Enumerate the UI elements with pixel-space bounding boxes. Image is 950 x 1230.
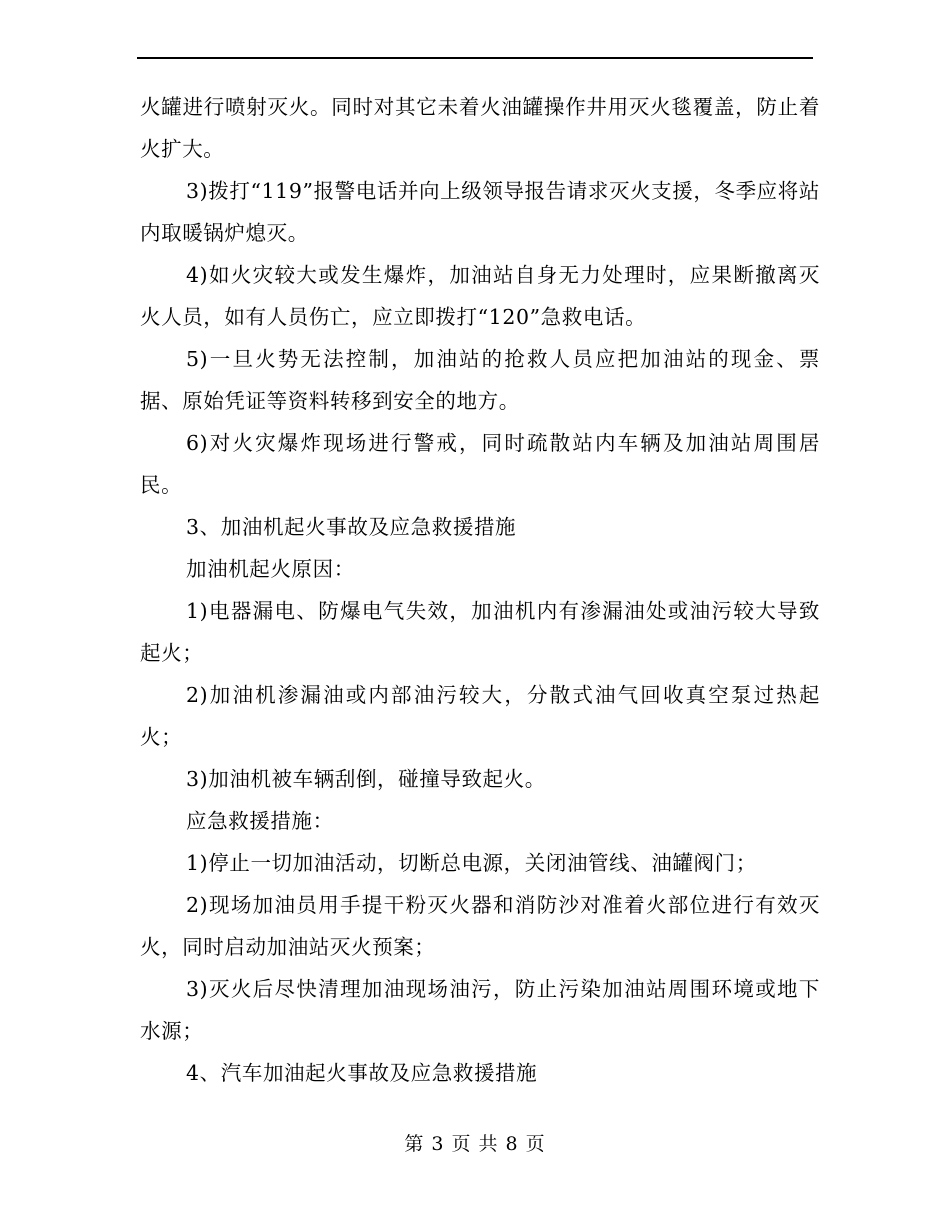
paragraph: 3)灭火后尽快清理加油现场油污，防止污染加油站周围环境或地下水源；	[140, 977, 820, 1043]
paragraph: 3)加油机被车辆刮倒，碰撞导致起火。	[186, 767, 546, 791]
header-rule	[137, 57, 813, 59]
subheading: 加油机起火原因：	[186, 557, 355, 581]
paragraph: 2)加油机渗漏油或内部油污较大，分散式油气回收真空泵过热起火；	[140, 683, 820, 749]
paragraph: 2)现场加油员用手提干粉灭火器和消防沙对准着火部位进行有效灭火，同时启动加油站灭火预案；	[140, 893, 820, 959]
subheading: 应急救援措施：	[186, 809, 334, 833]
section-heading: 4、汽车加油起火事故及应急救援措施	[186, 1061, 538, 1085]
paragraph: 1)停止一切加油活动，切断总电源，关闭油管线、油罐阀门；	[186, 851, 757, 875]
page-number: 第 3 页 共 8 页	[404, 1133, 546, 1155]
paragraph: 4)如火灾较大或发生爆炸，加油站自身无力处理时，应果断撤离灭火人员，如有人员伤亡，应立即拨打“120”急救电话。	[140, 263, 820, 329]
paragraph: 3)拨打“119”报警电话并向上级领导报告请求灭火支援，冬季应将站内取暖锅炉熄灭。	[140, 179, 820, 245]
paragraph: 6)对火灾爆炸现场进行警戒，同时疏散站内车辆及加油站周围居民。	[140, 431, 820, 497]
paragraph: 5)一旦火势无法控制，加油站的抢救人员应把加油站的现金、票据、原始凭证等资料转移到安全的地方。	[140, 347, 820, 413]
paragraph: 1)电器漏电、防爆电气失效，加油机内有渗漏油处或油污较大导致起火；	[140, 599, 820, 665]
document-body	[140, 86, 820, 1094]
paragraph: 火罐进行喷射灭火。同时对其它未着火油罐操作井用灭火毯覆盖，防止着火扩大。	[140, 95, 820, 161]
section-heading: 3、加油机起火事故及应急救援措施	[186, 515, 517, 539]
